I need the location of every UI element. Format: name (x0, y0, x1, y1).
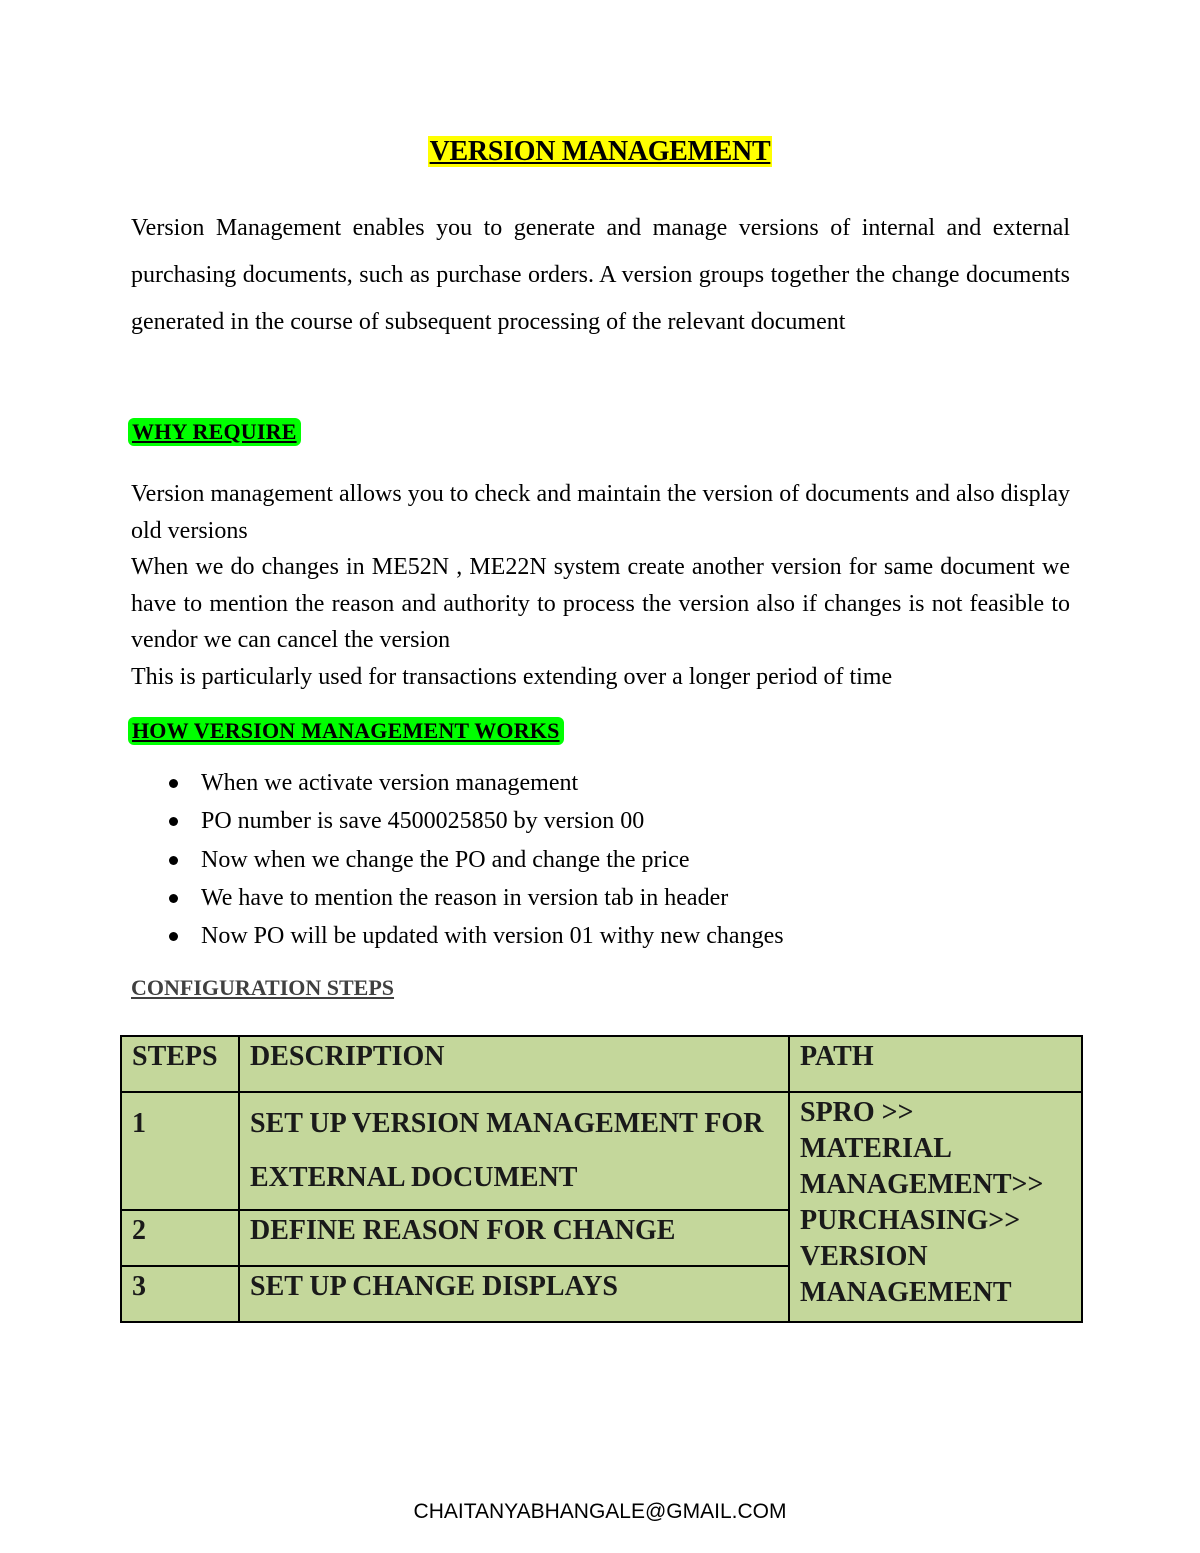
configuration-table (120, 1035, 1083, 1323)
list-item: PO number is save 4500025850 by version 00 (165, 802, 784, 840)
configuration-steps-heading: CONFIGURATION STEPS (131, 975, 395, 1000)
column-header-path: PATH (789, 1036, 1082, 1092)
step-description: SET UP CHANGE DISPLAYS (239, 1266, 789, 1322)
why-line: Version management allows you to check and maintain the version of documents and also display old versions (131, 481, 1070, 544)
table-header-row (121, 1036, 1082, 1092)
step-number: 2 (121, 1210, 239, 1266)
list-item: Now PO will be updated with version 01 withy new changes (165, 917, 784, 955)
how-works-list (165, 764, 784, 955)
page-title-wrap (0, 136, 1200, 168)
config-path: SPRO >> MATERIAL MANAGEMENT>> PURCHASING>> VERSION MANAGEMENT (789, 1092, 1082, 1322)
list-item: We have to mention the reason in version tab in header (165, 879, 784, 917)
why-require-heading: WHY REQUIRE (128, 418, 301, 446)
why-line: When we do changes in ME52N , ME22N system create another version for same document we have to mention the reason and authority to process the version also if changes is not feasible to vendor we can cancel the version (131, 554, 1070, 653)
list-item: Now when we change the PO and change the price (165, 841, 784, 879)
step-number: 3 (121, 1266, 239, 1322)
table-row (121, 1092, 1082, 1210)
intro-paragraph: Version Management enables you to generate and manage versions of internal and external purchasing documents, such as purchase orders. A version groups together the change documents generated in the course of subsequent processing of the relevant document (131, 215, 1070, 335)
list-item: When we activate version management (165, 764, 784, 802)
how-works-heading: HOW VERSION MANAGEMENT WORKS (128, 717, 564, 745)
step-description: SET UP VERSION MANAGEMENT FOR EXTERNAL DOCUMENT (239, 1092, 789, 1210)
why-require-body (131, 476, 1070, 695)
column-header-steps: STEPS (121, 1036, 239, 1092)
step-number: 1 (121, 1092, 239, 1210)
page-title: VERSION MANAGEMENT (429, 136, 771, 167)
step-description: DEFINE REASON FOR CHANGE (239, 1210, 789, 1266)
why-line: This is particularly used for transactions extending over a longer period of time (131, 663, 893, 690)
footer-email: CHAITANYABHANGALE@GMAIL.COM (413, 1500, 787, 1523)
column-header-description: DESCRIPTION (239, 1036, 789, 1092)
